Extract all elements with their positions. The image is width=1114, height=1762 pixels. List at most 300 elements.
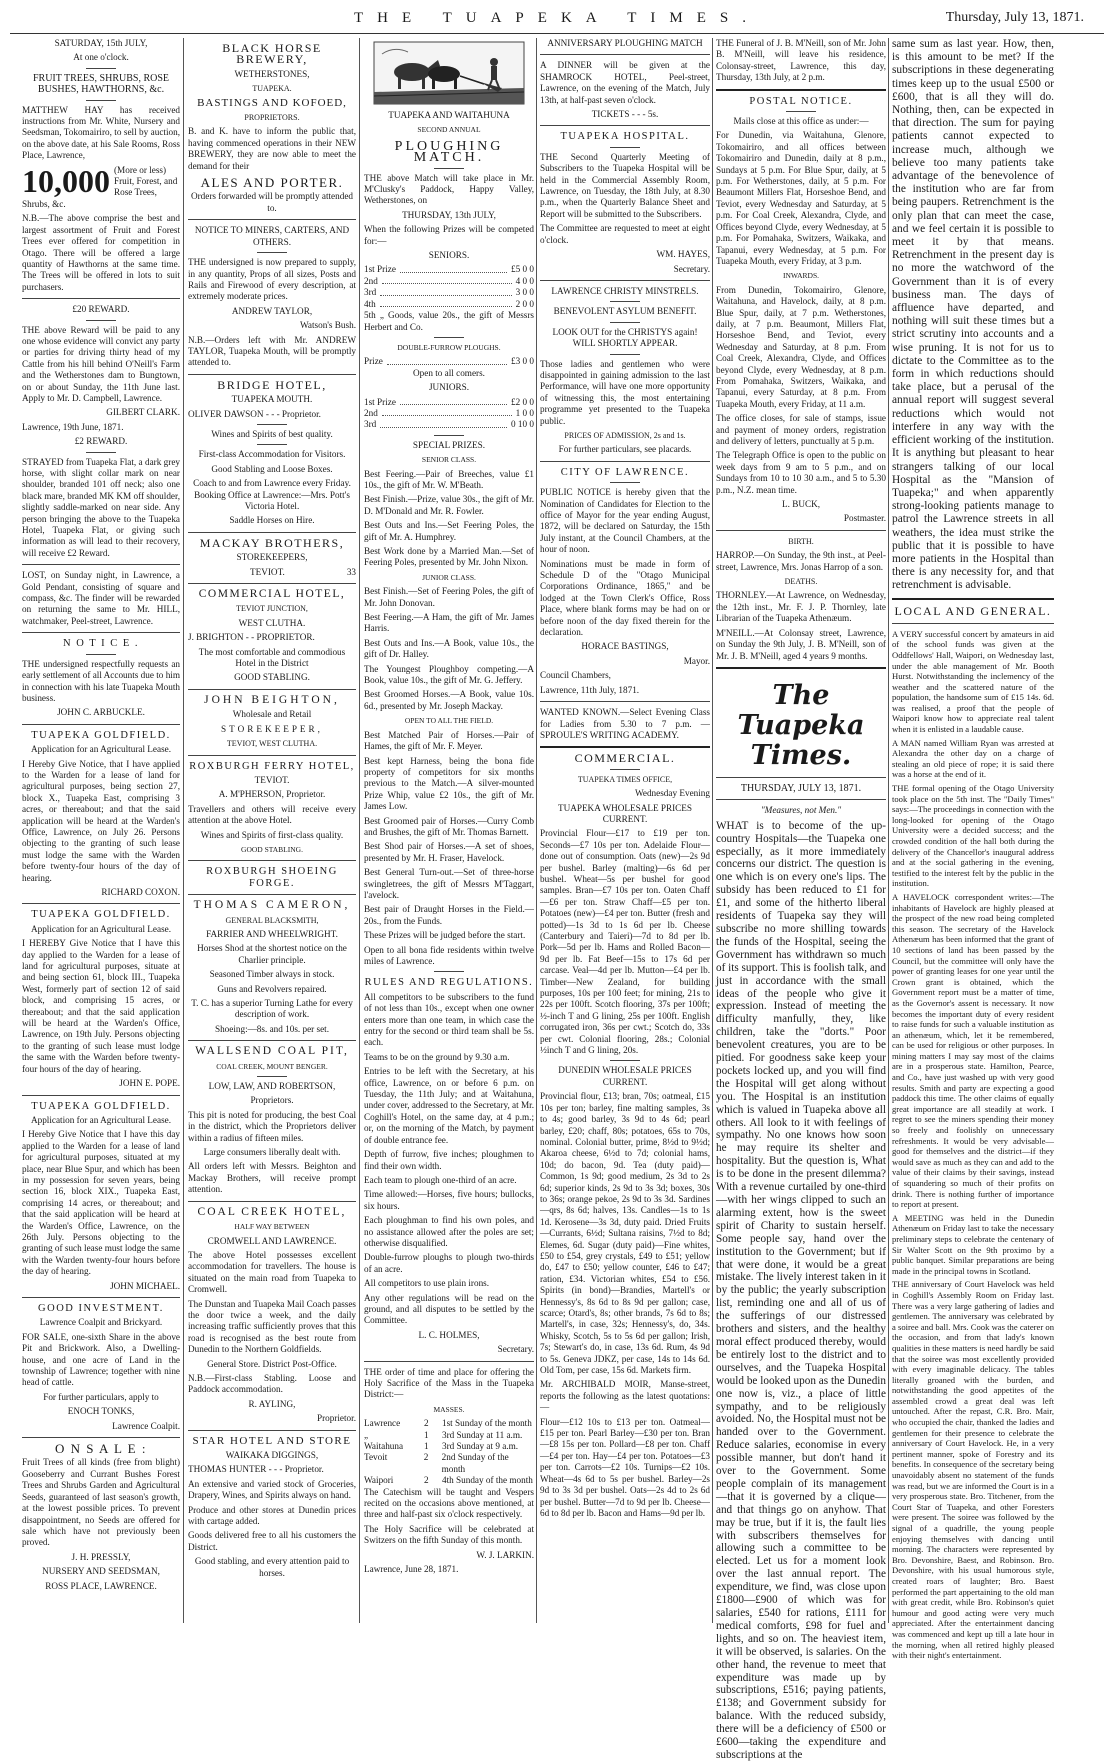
leader-dots xyxy=(380,299,512,307)
leader-dots xyxy=(400,264,507,272)
separator xyxy=(716,667,886,669)
fifth-prize: 5th „ Goods, value 20s., the gift of Messrs Herbert and Co. xyxy=(364,310,534,332)
wallsend-proprietors: LOW, LAW, AND ROBERTSON, xyxy=(208,1081,336,1092)
rule: Time allowed:—Horses, five hours; bullocks, six hours. xyxy=(364,1189,534,1211)
separator xyxy=(434,971,464,972)
separator xyxy=(892,598,1054,600)
onsale-signature: J. H. PRESSLY, xyxy=(71,1551,131,1562)
separator xyxy=(610,769,640,770)
prize-place: 3rd xyxy=(364,287,377,298)
editorial-text: WHAT is to become of the up-country Hospitals—the Tuapeka one especially, as it more immediately concerns our district. The question is one which is on every one's lips. The subsidy has been reduced to £1 for £1, and some of the hitherto liberal residents of Tuapeka say they will subscribe no more shilling towards the funds of the Hospital, seeing the Government has withdrawn so much of its support. This is foolish talk, and just in accordance with the small ideas of the people who give it expression. Instead of meeting the difficulty manfully, they, like children, take the "dorts." Poor benevolent creatures, you are to be pitied. For goodness sake keep your pockets locked up, and you will find the Hospital will get along without you. The Hospital is an institution which is valued in Tuapeka above all others. All look to it with feelings of sympathy. No one knows how soon he may require its shelter and hospitality. But the question is, What is to be done in the present dilemma? With a revenue curtailed by one-third—with her wings clipped to such an alarming extent, how is the sweet spirit of Charity to sustain herself. Some people say, hand over the institution to the Government; but if that were done, it would be a great mistake. The lively interest taken in it by the public; the yearly subscription list, reminding one and all of us of the sufferings of our distressed brothers and sisters, and the healthy moral effect produced thereby, would be entirely lost to the district and to ourselves, and the Tuapeka Hospital would be looked upon as the Dunedin one now is, viz., a place of little sympathy, and to be religiously avoided. No, the Hospital must not be handed over to the Government. Reduce salaries, economise in every possible manner, but don't hand it over to the Government. Some people complain of its management—that it is governed by a clique—and that things go on anyhow. That may be true, but if it is, the fault lies with subscribers themselves for allowing such a committee to be elected. Let us for a moment look over the last annual report. The expenditure, we find, was close upon £1800—£900 of which was for salaries, £540 for rations, £111 for medical comforts, £98 for fuel and lights, and so on. The heaviest item, it will be observed, is salaries. On the other hand, the revenue to meet that expenditure was made up by subscriptions, £516; paying patients, £138; and Government subsidy for balance. With the reduced subsidy, there will be a deficiency of £500 or £600—taking the expenditure and subscriptions at the xyxy=(716,819,886,1761)
christy-lookout: LOOK OUT for the CHRISTYS again! WILL SHORTLY APPEAR. xyxy=(552,326,698,349)
prize-row xyxy=(364,299,534,310)
cameron-line: Horses Shod at the shortest notice on the Charlier principle. xyxy=(197,943,347,965)
mass-n: 2 xyxy=(424,1418,429,1429)
commercial-hotel-heading: COMMERCIAL HOTEL, xyxy=(198,588,346,601)
cameron-line: Shoeing:—8s. and 10s. per set. xyxy=(214,1023,330,1034)
masthead-rule xyxy=(10,33,1104,34)
rule: Each ploughman to find his own poles, and no assistance allowed after the poles are set; otherwise disqualified. xyxy=(364,1215,534,1248)
prize-row xyxy=(364,419,534,430)
tuapeka-prices-text: Provincial Flour—£17 to £19 per ton. Seconds—£7 10s per ton. Adelaide Flour—done out of consumption. Oats (new)—2s 9d per bushel. Barley (malting)—6s 6d per bushel. Wheat—5s per bushel for good samples. Bran—£7 10s per ton. Oaten Chaff—£6 per ton. Straw Chaff—£5 per ton. Potatoes (new)—£4 per ton. Butter (fresh and potted)—1s 3d to 1s 6d per lb. Cheese (Canterbury and Taieri)—7d to 8d per lb. Pork—5d per lb. Hams and Rolled Bacon—9d per lb. Fat Beef—15s to 17s 6d per carcase. Veal—4d per lb. Mutton—£4 per lb. Timber—New Zealand, for building purposes, 10s per 100 feet; for mining, 21s to 22s per 100ft. Scotch flooring, 37s per 100ft; ½-inch T and G lining, 25s per 100ft. English corrugated iron, 36s per cwt.; Scotch do, 33s per cwt. Colonial flooring, 28s.; Colonial ½inch T and G lining, 20s. xyxy=(540,828,710,1056)
separator xyxy=(86,320,116,321)
seniors-heading: SENIORS. xyxy=(428,250,470,261)
onsale-signature-place: ROSS PLACE, LAWRENCE. xyxy=(45,1580,157,1591)
cameron-sub: GENERAL BLACKSMITH, xyxy=(225,915,319,925)
mass-place: „ xyxy=(364,1429,369,1440)
leader-dots xyxy=(382,408,512,416)
tuapeka-prices-heading: TUAPEKA WHOLESALE PRICES CURRENT. xyxy=(557,802,693,824)
bridge-line: Saddle Horses on Hire. xyxy=(229,515,315,526)
christy-prices: PRICES OF ADMISSION, 2s and 1s. xyxy=(564,430,686,440)
open-twelve-miles: Open to all bona fide residents within twelve miles of Lawrence. xyxy=(364,944,534,966)
star-hotel-heading: STAR HOTEL AND STORE xyxy=(192,1434,352,1447)
miners-heading: NOTICE TO MINERS, CARTERS, AND OTHERS. xyxy=(194,225,350,247)
times-office: TUAPEKA TIMES OFFICE, xyxy=(577,774,673,784)
notice-signature: JOHN C. ARBUCKLE. xyxy=(57,707,145,718)
goldfield2-heading: TUAPEKA GOLDFIELD. xyxy=(31,909,171,921)
ploughing-second: SECOND ANNUAL xyxy=(417,125,481,135)
mass-place: Waitahuna xyxy=(364,1441,404,1452)
office-text: The office closes, for sale of stamps, issue and payment of money orders, registration and delivery of letters, punctually at 5 p.m. xyxy=(716,413,886,446)
bridge-line: Wines and Spirits of best quality. xyxy=(211,428,333,439)
goldfield3-sub: Application for an Agricultural Lease. xyxy=(30,1114,172,1125)
city-signature-title: Mayor. xyxy=(683,655,710,666)
hay-quantity-desc: (More or less) Fruit, Forest, and Rose Trees, Shrubs, &c. xyxy=(22,164,178,209)
mass-n: 1 xyxy=(424,1429,429,1440)
miners-nb: N.B.—Orders left with Mr. ANDREW TAYLOR, Tuapeka Mouth, will be promptly attended to. xyxy=(188,334,356,368)
column-divider xyxy=(888,38,889,1623)
separator xyxy=(610,322,640,323)
shoeing-forge-heading: ROXBURGH SHOEING FORGE. xyxy=(206,866,338,889)
separator xyxy=(22,564,180,565)
separator xyxy=(716,89,886,91)
double-furrow-prize-row xyxy=(364,356,534,367)
open-to-all: Open to all comers. xyxy=(413,367,485,378)
coal-creek-heading: COAL CREEK HOTEL, xyxy=(197,1205,347,1218)
prize-amount: 4 0 0 xyxy=(515,275,534,286)
prize-place: 3rd xyxy=(364,419,377,430)
bridge-hotel-proprietor: OLIVER DAWSON - - - Proprietor. xyxy=(188,408,321,419)
coal-creek-sub: HALF WAY BETWEEN xyxy=(234,1222,310,1232)
separator xyxy=(540,701,710,702)
postal-signature-title: Postmaster. xyxy=(843,513,886,524)
wallsend-text: This pit is noted for producing, the best Coal in the district, which the Proprietors deliver within a radius of fifteen miles. xyxy=(188,1109,356,1143)
wallsend-proprietors-label: Proprietors. xyxy=(250,1095,294,1106)
hospital-signature-title: Secretary. xyxy=(673,263,710,274)
separator xyxy=(540,54,710,55)
prize-place: 4th xyxy=(364,298,376,309)
paper-nameplate: The Tuapeka Times. xyxy=(737,679,865,771)
rule: Each team to plough one-third of an acre. xyxy=(364,1174,517,1185)
hay-quantity: 10,000 xyxy=(22,162,110,199)
brewery-proprietors-label: PROPRIETORS. xyxy=(244,113,300,123)
mass-n: 1 xyxy=(424,1441,429,1452)
hospital-text: THE Second Quarterly Meeting of Subscribers to the Tuapeka Hospital will be held in the Commercial Assembly Room, Lawrence, on Tuesday, the 18th July, at 8.30 p.m., when the Quarterly Balance Sheet and Report will be submitted to the Subscribers. xyxy=(540,151,710,219)
special-prize: Best Work done by a Married Man.—Set of Feering Poles, presented by Mr. John Nixon. xyxy=(364,546,534,568)
death-notice: THORNLEY.—At Lawrence, on Wednesday, the 12th inst., Mr. F. J. P. Thornley, late Librarian of the Tuapeka Athenæum. xyxy=(716,590,886,624)
fruit-heading: FRUIT TREES, SHRUBS, ROSE BUSHES, HAWTHORNS, &c. xyxy=(32,72,170,96)
goldfield2-sub: Application for an Agricultural Lease. xyxy=(30,923,172,934)
wallsend-text3: All orders left with Messrs. Beighton and Mackay Brothers, will receive prompt attention. xyxy=(188,1161,356,1195)
leader-dots xyxy=(382,276,512,284)
prize-amount: £5 0 0 xyxy=(511,264,534,275)
junior-prize: Best Outs and Ins.—A Book, value 10s., the gift of Dr. Halley. xyxy=(364,637,534,660)
birth-heading: BIRTH. xyxy=(788,536,814,546)
inwards-heading: INWARDS. xyxy=(782,271,820,281)
miners-signature-place: Watson's Bush. xyxy=(299,320,356,331)
city-date: Lawrence, 11th July, 1871. xyxy=(540,684,640,695)
rule: Entries to be left with the Secretary, at his office, Lawrence, on or before 6 p.m. on Tuesday, the 11th July; and at Waitahuna, under cover, addressed to the Secretary, at Mr. Coghill's Hotel, on the same day, at 4 p.m.; or, on the morning of the Match, by payment of double entrance fee. xyxy=(364,1066,534,1145)
birth-text: HARROP.—On Sunday, the 9th inst., at Peel-street, Lawrence, Mrs. Jonas Harrop of a son. xyxy=(716,550,886,572)
roxburgh-ferry-heading: ROXBURGH FERRY HOTEL, xyxy=(189,760,355,772)
goldfield3-heading: TUAPEKA GOLDFIELD. xyxy=(31,1100,171,1112)
rules-signature-title: Secretary. xyxy=(497,1344,534,1355)
local-item: THE anniversary of Court Havelock was held in Coghill's Assembly Room on Friday last. There was a very large gathering of ladies and gentlemen. The anniversary was celebrated by a soiree and ball. Mrs. Cook was the caterer on the occasion, and from that lady's known qualities in these matters is need hardly be said that the soiree was most excellently provided with every imaginable delicacy. The tables literally groaned with the burden, and notwithstanding the good appetites of the assembled crowd a great deal was left untouched. After the repast, C.R. Bro. Mair, who occupied the chair, thanked the ladies and gentlemen for their presence to celebrate the anniversary of Court Havelock. He, in a very pertinent manner, spoke of Forestry and its benefits. In consequence of the secretary being unavoidably absent no statement of the funds was read, but we are informed the Court is in a very prosperous state. Bro. Titchener, from the Court Star of Tuapeka, and other Foresters were present. The soiree was followed by the signal of a quadrille, the young people enjoying themselves with dancing until morning. The characters were represented by Bro. Devonshire, Baest, and Robinson. Bro. Devonshire, with his usual humorous style, created roars of laughter; Bro. Baest performed the part appertaining to the old man with great credit, while Bro. Robinson's quiet humour and good acting were very much appreciated. After the entertainment dancing was commenced and kept up till a late hour in the morning, when all retired highly pleased with their night's entertainment. xyxy=(892,1279,1054,1661)
postal-signature: L. BUCK, xyxy=(781,499,821,510)
moir-list: Flour—£12 10s to £13 per ton. Oatmeal—£15 per ton. Pearl Barley—£30 per ton. Bran—£8 15s per ton. Pollard—£8 per ton. Chaff—£4 per ton. Hay—£4 per ton. Potatoes—£3 per ton. Carrots—£2 10s. Turnips—£2 10s. Wheat—4s 6d to 5s per bushel. Barley—2s 9d to 3s 3d per bushel. Oats—2s 4d to 2s 6d per bushel. Butter—7d to 9d per lb. Cheese—6d to 8d per lb. Bacon and Hams—9d per lb. xyxy=(540,1416,710,1518)
open-field-prize: Best Groomed pair of Horses.—Curry Comb and Brushes, the gift of Mr. Thomas Barnett. xyxy=(364,815,534,837)
separator xyxy=(610,482,640,483)
telegraph-text: The Telegraph Office is open to the public on week days from 9 am to 5 p.m., and on Sundays from 10 to 10 30 a.m., and 5 to 5.30 p.m., N.Z. mean time. xyxy=(716,450,886,495)
prize-amount: 3 0 0 xyxy=(515,287,534,298)
benevolent-heading: BENEVOLENT ASYLUM BENEFIT. xyxy=(553,306,697,317)
open-field-prize: Best Matched Pair of Horses.—Pair of Hames, the gift of Mr. F. Meyer. xyxy=(364,729,534,752)
prize-place: 2nd xyxy=(364,407,378,418)
masthead xyxy=(0,0,1114,36)
hospital-heading: TUAPEKA HOSPITAL. xyxy=(560,131,690,143)
separator xyxy=(22,1095,180,1096)
notice-text: THE undersigned respectfully requests an early settlement of all Accounts due to him in connection with his late Tuapeka Mouth business. xyxy=(22,658,180,703)
commercial-hotel-proprietor: J. BRIGHTON - - PROPRIETOR. xyxy=(188,632,315,643)
editorial-continued: same sum as last year. How, then, is this amount to be met? If the subscriptions in these degenerating times keep up to the usual £500 or £600, that is all they will do. Nothing, then, can be expected in that direction. The sum for paying patients cannot expected to increase much, although we believe too many patients take advantage of the benevolence of the institution who are far from being paupers. Retrenchment is the only plan that can meet the case, and we feel certain it is possible to meet it by that means. Retrenchment in the present day is no more the watchword of the Government than it is of every business man. The days of affluence have departed, and nothing will suit these times but a strict scrutiny into accounts and a wise pruning. It is not for us to dictate to the Committee as to the form in which reductions should take place, but a perusal of the annual report will suggest several reductions which would not interfere in any way with the efficient working of the institution. It is anything but pleasant to hear strangers talking of our local Hospital as the "Mansion of Tuapeka;" and when apparently strong-looking patients manage to patrol the Lawrence streets in all weathers, the idea must strike the public that it is possible to have more patients in the Hospital than there is any necessity for, and that retrenchment is advisable. xyxy=(892,38,1054,592)
leader-dots xyxy=(380,287,511,295)
cameron-line: T. C. has a superior Turning Lathe for every description of work. xyxy=(191,998,353,1020)
commercial-hotel-stabling: GOOD STABLING. xyxy=(234,672,310,683)
commercial-hotel-sub: TEVIOT JUNCTION, xyxy=(236,604,308,614)
star-hotel-text3: Goods delivered free to all his customers the District. xyxy=(188,1530,356,1552)
coal-creek-text4: N.B.—First-class Stabling. Loose and Paddock accommodation. xyxy=(188,1372,356,1395)
senior-prizes-list xyxy=(364,264,534,310)
rule: All competitors to use plain irons. xyxy=(364,1278,490,1289)
hay-nb: N.B.—The above comprise the best and largest assortment of Fruit and Forest Trees ever offered for competition in Otago. There will be offered a large quantity of Hawthorns at the same time. The Trees will be offered in lots to suit purchasers. xyxy=(22,213,180,292)
separator xyxy=(22,632,180,633)
goldfield1-sub: Application for an Agricultural Lease. xyxy=(30,744,172,755)
paper-date: THURSDAY, JULY 13, 1871. xyxy=(740,782,862,794)
inwards-text: From Dunedin, Tokomairiro, Glenore, Waitahuna, and Havelock, daily, at 8 p.m. Blue Spur, daily, at 7 p.m. Wetherstones, daily, at 7 p.m. Beaumont, Millers Flat, Horseshoe Bend, and Teviot, every Wednesday and Saturday, at 8 p.m. From Coal Creek, Alexandra, Clyde, and Offices beyond Clyde, every Wednesday, at 8 p.m. From Pomahaka, Switzers, Waikaka, and Tapanui, every Saturday, at 8 p.m. From Tuapeka Mouth, every Friday, at 11 a.m. xyxy=(716,284,886,409)
separator xyxy=(22,903,180,904)
open-field-prize: Best General Turn-out.—Set of three-horse swingletrees, the gift of Messrs M'Taggart, l'avelock. xyxy=(364,867,534,900)
rule: Double-furrow ploughs to plough two-thirds of an acre. xyxy=(364,1252,534,1274)
rules-heading: RULES AND REGULATIONS. xyxy=(364,977,534,989)
column-divider xyxy=(183,38,184,1623)
separator xyxy=(188,755,356,756)
prize-amount: £3 0 0 xyxy=(511,356,534,367)
investment-heading: GOOD INVESTMENT. xyxy=(38,1303,164,1314)
dunedin-prices-heading: DUNEDIN WHOLESALE PRICES CURRENT. xyxy=(558,1065,692,1087)
holy-sacrifice-text: The Holy Sacrifice will be celebrated at Switzers on the fifth Sunday of this month. xyxy=(364,1523,534,1546)
masses-heading: MASSES. xyxy=(433,1404,465,1414)
prize-place: Prize xyxy=(364,356,383,367)
star-hotel-text: An extensive and varied stock of Groceries, Drapery, Wines, and Spirits always on hand. xyxy=(188,1478,356,1501)
investment-sub: Lawrence Coalpit and Brickyard. xyxy=(39,1317,163,1328)
city-text2: Nominations must be made in form of Schedule D of the "Otago Municipal Corporations Ordinance, 1865," and be lodged at the Town Clerk's Office, Ross Place, where blank forms may be had on or before noon of the day fixed therein for the declaration. xyxy=(540,558,710,638)
prize-amount: 0 10 0 xyxy=(511,419,534,430)
separator xyxy=(22,724,180,725)
mass-row xyxy=(364,1452,534,1475)
commercial-heading: COMMERCIAL. xyxy=(574,751,676,766)
brewery-orders: Orders forwarded will be promptly attended to. xyxy=(190,191,353,213)
goldfield3-text: I Hereby Give Notice that I have this day applied to the Warden for a lease of land for agricultural purposes, situated at my place, near Blue Spur, and which has been in my possession for seven years, being section 16, block XIX., Tuapeka East, comprising 14 acres, or thereabout; and that the said application will be heard at the Warden's Office, Lawrence, on the 26th July. Persons objecting to the granting of such lease must lodge the same with the Warden twenty-four hours before the day of hearing. xyxy=(22,1129,180,1277)
miners-text: THE undersigned is now prepared to supply, in any quantity, Props of all sizes, Posts and Rails and Firewood of every description, at extremely moderate prices. xyxy=(188,257,356,302)
sale-date: SATURDAY, 15th JULY, xyxy=(54,38,148,48)
star-hotel-sub: WAIKAKA DIGGINGS, xyxy=(225,1450,319,1460)
anniversary-heading: ANNIVERSARY PLOUGHING MATCH xyxy=(547,38,703,48)
junior-prize: Best Finish.—Set of Feering Poles, the gift of Mr. John Donovan. xyxy=(364,586,534,608)
prize-row xyxy=(364,276,534,287)
mass-place: Lawrence xyxy=(364,1418,401,1429)
mass-n: 2 xyxy=(424,1475,429,1486)
prize-amount: £2 0 0 xyxy=(511,396,534,407)
christy-text: Those ladies and gentlemen who were disappointed in gaining admission to the last Performance, will have one more opportunity of witnessing this, the most entertaining programme yet presented to the Tuapeka public. xyxy=(540,358,710,426)
prize-place: 1st Prize xyxy=(364,264,396,275)
commercial-hotel-location: WEST CLUTHA. xyxy=(238,617,306,628)
separator xyxy=(364,1361,534,1362)
coal-creek-sub2: CROMWELL AND LAWRENCE. xyxy=(207,1235,337,1246)
hay-quantity-block xyxy=(22,162,180,211)
ploughing-association: TUAPEKA AND WAITAHUNA xyxy=(388,110,510,120)
mackay-heading: MACKAY BROTHERS, xyxy=(199,535,345,550)
junior-prize: Best Feering.—A Ham, the gift of Mr. James Harris. xyxy=(364,612,534,634)
bridge-line: Coach to and from Lawrence every Friday. Booking Office at Lawrence:—Mrs. Pott's Victoria Hotel. xyxy=(193,478,351,511)
leader-dots xyxy=(400,397,507,405)
moir-text: Mr. ARCHIBALD MOIR, Manse-street, reports the following as the latest quotations:— xyxy=(540,1379,710,1413)
double-furrow-heading: DOUBLE-FURROW PLOUGHS. xyxy=(397,342,501,352)
city-signature: HORACE BASTINGS, xyxy=(581,641,669,652)
separator xyxy=(257,252,287,253)
separator xyxy=(188,689,356,690)
prizes-judged: These Prizes will be judged before the start. xyxy=(364,930,526,941)
ploughing-engraving xyxy=(374,42,524,104)
rule: All competitors to be subscribers to the fund of not less than 10s., except when one owner enters more than one team, in which case the entry for the second or third team shall be 5s. each. xyxy=(364,991,534,1048)
column-1 xyxy=(22,38,180,1623)
juniors-heading: JUNIORS. xyxy=(428,382,470,393)
leader-dots xyxy=(380,419,507,427)
ploughing-match-heading: PLOUGHING MATCH. xyxy=(394,138,504,166)
dunedin-prices-text: Provincial flour, £13; bran, 70s; oatmeal, £15 10s per ton; barley, fine malting samples, 3s to 4s; good barley, 3s 9d to 4s 6d; pearl barley, £20; chaff, 80s; potatoes, 65s to 70s, nominal. Colonial butter, prime, 8½d to 9½d; Akaroa cheese, 6½d to 7d; colonial hams, 10d; do bacon, 9d. Tea (duty paid)—Common, 1s 9d; good medium, 2s 3d to 2s 6d; superior kinds, 2s 9d to 3s 3d; boxes, 30s to 36s; orange pekoe, 2s 9d to 3s 3d. Sardines—qrs, 8s 6d; halves, 13s. Candles—1s to 1s 1d. Kerosene—3s 3d, duty paid. Dried Fruits—Currants, 6½d; Sultana raisins, 7½d to 8d; Elemes, 6d. Sugar (duty paid)—Fine whites, £50 to £54, grey crystals, £49 to £51; yellow do, £47 to £50; yellow counter, £46 to £47; ration, £34. Victorian whites, £54 to £56. Spirits (in bond)—Brandies, Martell's or Hennessy's, 8s 6d to 8s 9d per gallon; case, scarce; Otard's, 8s; other brands, 7s 6d to 8s; Martell's, in case, 32s; Hennessy's, do, 34s. Whisky, Scotch, 5s to 5s 6d per gallon; Irish, 7s; Stewart's do, in case, 13s 6d. Rum, 4s 9d to 5s. Geneva JDKZ, per case, 14s to 14s 6d. Old Tom, per case, 15s 6d. Markets firm. xyxy=(540,1091,710,1376)
masthead-date: Thursday, July 13, 1871. xyxy=(945,10,1084,25)
separator xyxy=(188,374,356,375)
prize-amount: 1 0 0 xyxy=(515,407,534,418)
mass-when: 1st Sunday of the month xyxy=(442,1418,532,1429)
postal-text: For Dunedin, via Waitahuna, Glenore, Tokomairiro, and all offices between Tokomairiro and Dunedin, daily at 8 p.m., Sundays at 5 p.m. For Blue Spur, daily, at 5 p.m. For Wetherstones, daily, at 5 p.m. For Beaumont Millers Flat, Horseshoe Bend, and Teviot, every Wednesday and Saturday, at 5 p.m. For Coal Creek, Alexandra, Clyde, and Offices beyond Clyde, every Wednesday, at 5 p.m. For Pomahaka, Switzers, Waikaka, and Tapanui, every Wednesday, at 5 p.m. For Tuapeka Mouth, every Friday, at 3 p.m. xyxy=(716,130,886,266)
goldfield2-text: I HEREBY Give Notice that I have this day applied to the Warden for a lease of land for agricultural purposes, situate at and being section 61, block III., Tuapeka West, formerly part of section 12 of said block, and comprising 15 acres, or thereabout; and that the said application will be heard at the Warden's Office, Lawrence, on 19th July. Persons objecting to the granting of such lease must lodge the same with the Warden before twenty-four hours of the day of hearing. xyxy=(22,938,180,1074)
separator xyxy=(716,777,886,778)
paper-motto: "Measures, not Men." xyxy=(760,805,842,816)
mackay-location-row xyxy=(188,567,356,578)
separator xyxy=(540,461,710,462)
prize-place: 1st Prize xyxy=(364,396,396,407)
mass-row xyxy=(364,1441,534,1452)
roxburgh-ferry-proprietor: A. M'PHERSON, Proprietor. xyxy=(218,789,326,800)
open-field-prize: Best kept Harness, being the bona fide property of competitors for six months previous to the Match.—A silver-mounted Prize Whip, value £2 10s., the gift of Mr. James Low. xyxy=(364,755,534,812)
star-hotel-text4: Good stabling, and every attention paid to horses. xyxy=(194,1556,350,1578)
junior-class-heading: JUNIOR CLASS. xyxy=(422,572,476,582)
separator xyxy=(86,452,116,453)
funeral-notice: THE Funeral of J. B. M'Neill, son of Mr. John B. M'Neill, will leave his residence, Colonsay-street, Lawrence, this day, Thursday, 13th July, at 2 p.m. xyxy=(716,38,886,83)
separator xyxy=(257,1076,287,1077)
separator xyxy=(716,530,886,531)
reward2-heading: £2 REWARD. xyxy=(74,436,128,447)
special-prizes-heading: SPECIAL PRIZES. xyxy=(412,439,486,450)
cameron-line: Seasoned Timber always in stock. xyxy=(209,969,335,980)
local-item: A MAN named William Ryan was arrested at Alexandra the other day on a charge of stealing an old piece of rope; it is said there was a horse at the end of it. xyxy=(892,737,1054,780)
newspaper-title: THE TUAPEKA TIMES. xyxy=(353,10,761,26)
separator xyxy=(22,1437,180,1438)
christy-heading: LAWRENCE CHRISTY MINSTRELS. xyxy=(551,285,699,296)
beighton-location: TEVIOT, WEST CLUTHA. xyxy=(226,739,318,749)
bridge-hotel-heading: BRIDGE HOTEL, xyxy=(217,377,327,392)
separator xyxy=(188,532,356,533)
special-prize: Best Outs and Ins.—Set Feering Poles, the gift of Mr. A. Humphrey. xyxy=(364,520,534,542)
rule: Any other regulations will be read on the ground, and all disputes to be settled by the Committee. xyxy=(364,1292,534,1326)
coal-creek-text2: The Dunstan and Tuapeka Mail Coach passes the door twice a week, and the daily increasing traffic sufficiently proves that this road is recognised as the best route from Dunedin to the Northern Goldfields. xyxy=(188,1298,356,1355)
brewery-text: B. and K. have to inform the public that, having commenced operations in their NEW BREWERY, they are now able to meet the demand for their xyxy=(188,126,356,171)
deaths-heading: DEATHS. xyxy=(784,577,818,587)
column-4 xyxy=(540,38,710,1623)
beighton-heading: JOHN BEIGHTON, xyxy=(204,693,340,706)
beighton-storekeeper: STOREKEEPER, xyxy=(221,723,323,734)
mass-intro: THE order of time and place for offering the Holy Sacrifice of the Mass in the Tuapeka District:— xyxy=(364,1366,534,1400)
lost-text: LOST, on Sunday night, in Lawrence, a Gold Pendant, consisting of square and compass, &c. The finder will be rewarded on returning the same to Mr. HILL, watchmaker, Peel-street, Lawrence. xyxy=(22,570,180,626)
special-prize: Best Feering.—Pair of Breeches, value £1 10s., the gift of Mr. W. M'Beath. xyxy=(364,468,534,490)
mass-row xyxy=(364,1430,534,1441)
prize-row xyxy=(364,264,534,275)
prize-place: 2nd xyxy=(364,275,378,286)
local-general-items xyxy=(892,629,1054,1661)
rules-signature: L. C. HOLMES, xyxy=(418,1329,480,1340)
bridge-line: Good Stabling and Loose Boxes. xyxy=(211,463,333,474)
roxburgh-ferry-text: Travellers and others will receive every attention at the above Hotel. xyxy=(188,803,356,826)
goldfield1-text: I Hereby Give Notice, that I have applied to the Warden for a lease of land for agricultural purposes, being section 27, block X., Tuapeka East, comprising 3 acres, or thereabout; and that the said application will be heard at the Warden's Office, Lawrence, on July 26. Persons objecting to the granting of such lease must lodge the same with the Warden before twenty-four hours of the day of hearing. xyxy=(22,758,180,883)
separator xyxy=(188,583,356,584)
mass-place: Tevoit xyxy=(364,1452,388,1463)
ploughing-prizes-line: When the following Prizes will be competed for:— xyxy=(364,224,534,246)
notice-heading: N O T I C E . xyxy=(63,638,139,650)
local-item: A VERY successful concert by amateurs in aid of the school funds was given at the Oddfellows' Hall, Waipori, on Wednesday last, under the able management of Mr. Booth Hurst. Notwithstanding the inclemency of the weather and the scattered nature of the population, the handsome sum of £15 14s. 6d. was realised, a proof that the people of Waipori know how to appreciate real talent when it is enlisted in a laudable cause. xyxy=(892,628,1054,735)
column-5 xyxy=(716,38,886,1761)
goldfield1-heading: TUAPEKA GOLDFIELD. xyxy=(31,729,171,741)
investment-signature-place: Lawrence Coalpit. xyxy=(112,1420,180,1431)
commercial-hotel-text: The most comfortable and commodious Hotel in the District xyxy=(198,646,346,669)
mackay-location: TEVIOT. xyxy=(250,566,285,577)
miners-signature: ANDREW TAYLOR, xyxy=(231,305,313,316)
prize-amount: 2 0 0 xyxy=(515,298,534,309)
junior-prizes-list xyxy=(364,397,534,431)
mass-when: 2nd Sunday of the month xyxy=(441,1452,509,1474)
reward20-text: THE above Reward will be paid to any one whose evidence will convict any party or parties for driving thirty head of my Cattle from his hill behind O'Neill's Farm and the Wetherstones dam to Bungtown, on or about Sunday, the 11th June last. Apply to Mr. D. Campbell, Lawrence. xyxy=(22,324,180,403)
catechism-text: The Catechism will be taught and Vespers recited on the occasions above mentioned, at three and half-past six o'clock respectively. xyxy=(364,1486,534,1520)
open-field-prize: Best Shod pair of Horses.—A set of shoes, presented by Mr. H. Fraser, Havelock. xyxy=(364,841,534,863)
mass-place: Waipori xyxy=(364,1475,394,1486)
coal-creek-signature: R. AYLING, xyxy=(248,1398,296,1409)
ploughing-date: THURSDAY, 13th JULY, xyxy=(402,209,496,220)
goldfield3-signature: JOHN MICHAEL. xyxy=(110,1280,180,1291)
hospital-text2: The Committee are requested to meet at eight o'clock. xyxy=(540,223,710,245)
mass-when: 4th Sunday of the month xyxy=(442,1475,533,1486)
column-2 xyxy=(188,38,356,1623)
separator xyxy=(86,654,116,655)
separator xyxy=(786,111,816,112)
junior-prize: Best Groomed Horses.—A Book, value 10s. 6d., presented by Mr. Joseph Mackay. xyxy=(364,689,534,711)
wanted-known: WANTED KNOWN.—Select Evening Class for Ladies from 5.30 to 7 p.m. —SPROULE'S WRITING ACADEMY. xyxy=(540,707,710,740)
separator xyxy=(257,444,287,445)
local-item: A HAVELOCK correspondent writes:—The inhabitants of Havelock are highly pleased at the prospect of the new road being completed this season. The secretary of the Havelock Athenæum has been informed that the grant of 10 sections of land has been passed by the Council, but the committee will only have the power of granting leases for one year until the Crown grant is obtained, which the Government report must be a matter of time, as the Governor's assent is necessary. It now becomes the important duty of every resident to raise funds for such a valuable institution as an athenæum, which, let it be remembered, can be used for religious or other purposes. In mining matters I may say most of the claims are in a prosperous state. Hamilton, Pearce, and Co., have just washed up with very good results. Smith and party are expecting a good paddock this time. The other claims of equally great importance are all steadily at work. I regret to see the miners spending their money so freely and foolishly on unnecessary refreshments. It would be very advisable—good for themselves and the district—if they would save as much as they can and add to the value of their claims by their savings, instead of squandering so much of their profits on drink. There is nothing further of importance to report at present. xyxy=(892,891,1054,1210)
junior-prize: The Youngest Ploughboy competing.—A Book, value 10s., the gift of Mr. G. Jeffery. xyxy=(364,663,534,686)
hay-auction-text: MATTHEW HAY has received instructions from Mr. White, Nursery and Seedsman, Tokomairiro, to sell by auction, on the above date, at his Sale Rooms, Ross Place, Lawrence, xyxy=(22,104,180,161)
local-item: A MEETING was held in the Dunedin Athenæum on Friday last to take the necessary preliminary steps to celebrate the centenary of Sir Walter Scott on the 9th proximo by a public banquet. Similar preparations are being made in the principal towns in Scotland. xyxy=(892,1212,1054,1276)
bridge-hotel-location: TUAPEKA MOUTH. xyxy=(231,394,313,405)
mass-date: Lawrence, June 28, 1871. xyxy=(364,1564,459,1575)
separator xyxy=(434,337,464,338)
separator xyxy=(892,623,1054,624)
ales-porter-heading: ALES AND PORTER. xyxy=(200,175,344,191)
mackay-sub: STOREKEEPERS, xyxy=(236,552,308,563)
brewery-heading: BLACK HORSE BREWERY, xyxy=(222,41,322,67)
prize-row xyxy=(364,287,534,298)
hospital-signature: WM. HAYES, xyxy=(656,249,710,260)
column-divider xyxy=(712,38,713,1623)
column-divider xyxy=(359,38,360,1623)
separator xyxy=(188,1430,356,1431)
coal-creek-signature-title: Proprietor. xyxy=(316,1413,356,1424)
senior-class-heading: SENIOR CLASS. xyxy=(421,455,477,465)
separator xyxy=(86,68,116,69)
mass-signature: W. J. LARKIN. xyxy=(476,1549,534,1560)
bridge-line: First-class Accommodation for Visitors. xyxy=(198,449,346,460)
separator xyxy=(188,1040,356,1041)
brewery-proprietors: BASTINGS AND KOFOED, xyxy=(197,96,347,109)
ploughing-intro: THE above Match will take place in Mr. M'Clusky's Paddock, Happy Valley, Wetherstones, on xyxy=(364,172,534,206)
star-hotel-proprietor: THOMAS HUNTER - - - Proprietor. xyxy=(188,1464,324,1475)
separator xyxy=(610,147,640,148)
star-hotel-text2: Produce and other stores at Dunedin prices with cartage added. xyxy=(188,1504,356,1527)
separator xyxy=(257,424,287,425)
mass-when: 3rd Sunday at 9 a.m. xyxy=(442,1441,519,1452)
column-3 xyxy=(364,38,534,1623)
mass-when: 3rd Sunday at 11 a.m. xyxy=(442,1429,523,1440)
separator xyxy=(540,125,710,126)
tickets: TICKETS - - - 5s. xyxy=(591,109,659,120)
wallsend-sub: COAL CREEK, MOUNT BENGER. xyxy=(216,1061,328,1071)
goldfield1-signature: RICHARD COXON. xyxy=(101,887,180,897)
mass-row xyxy=(364,1418,534,1429)
death-notice: M'NEILL.—At Colonsay street, Lawrence, on Sunday the 9th July, J. B. M'Neill, son of Mr. J. B. M'Neill, aged 4 years 9 months. xyxy=(716,627,886,661)
roxburgh-ferry-stabling: GOOD STABLING. xyxy=(241,844,303,854)
wallsend-heading: WALLSEND COAL PIT, xyxy=(195,1045,349,1058)
separator xyxy=(610,354,640,355)
mackay-number: 33 xyxy=(346,566,356,577)
mass-row xyxy=(364,1475,534,1486)
investment-apply: For further particulars, apply to xyxy=(43,1391,159,1402)
onsale-text: Fruit Trees of all kinds (free from blight) Gooseberry and Currant Bushes Forest Trees and Shrubs Garden and Agricultural Seeds, guaranteed of last season's growth, at the lowest possible prices. To prevent disappointment, no Seeds are offered for sale which have not previously been proved. xyxy=(22,1457,180,1548)
coal-creek-text: The above Hotel possesses excellent accommodation for travellers. The house is situated on the main road from Tuapeka to Cromwell. xyxy=(188,1249,356,1295)
reward2-text: STRAYED from Tuapeka Flat, a dark grey horse, with slight collar mark on near shoulder, branded 101 off neck; also one black mare, branded MK KM off shoulder, slightly saddle-marked on near side. Any person bringing the above to the Tuapeka Hotel, Tuapeka Flat, or giving such information as will lead to their recovery, will receive £2 Reward. xyxy=(22,456,180,558)
local-general-heading: LOCAL AND GENERAL. xyxy=(894,603,1052,618)
separator xyxy=(86,100,116,101)
prize-row xyxy=(364,397,534,408)
separator xyxy=(188,860,356,861)
separator xyxy=(22,1297,180,1298)
